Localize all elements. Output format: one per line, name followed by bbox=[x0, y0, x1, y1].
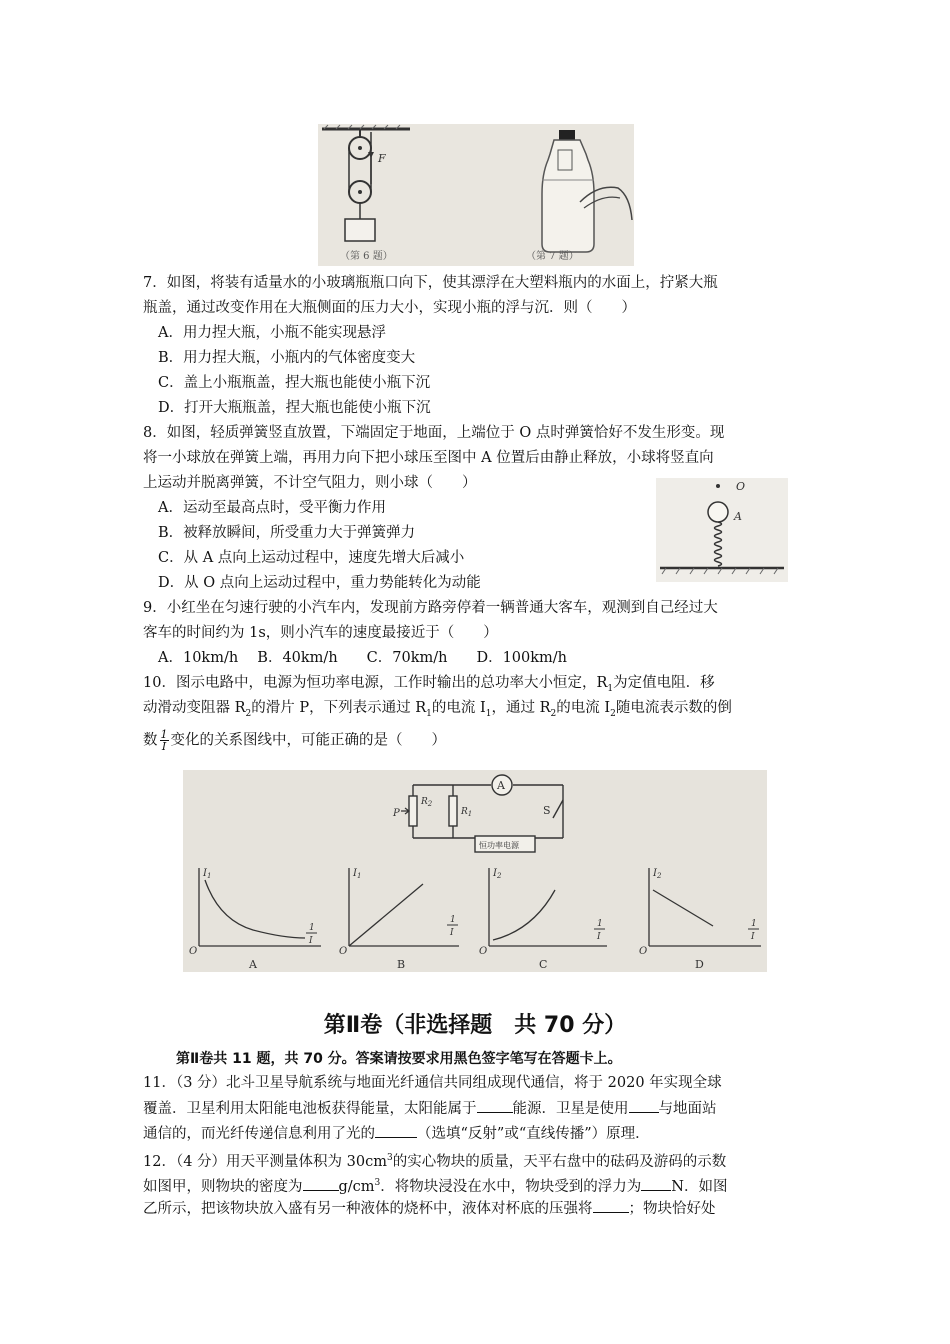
graph-c-ylabel: $I_2$ bbox=[493, 868, 502, 880]
slider-label: P bbox=[393, 808, 400, 819]
r1-label: $R_1$ bbox=[461, 807, 473, 818]
q8-option-a: A．运动至最高点时，受平衡力作用 bbox=[158, 500, 386, 516]
graph-b-ylabel: $I_1$ bbox=[353, 868, 362, 880]
graph-d-ylabel: $I_2$ bbox=[653, 868, 662, 880]
q8-option-b: B．被释放瞬间，所受重力大于弹簧弹力 bbox=[158, 525, 416, 541]
q8-stem-line-3: 上运动并脱离弹簧，不计空气阻力，则小球（ ） bbox=[143, 475, 477, 491]
q11-stem-line-2: 覆盖．卫星利用太阳能电池板获得能量，太阳能属于 能源．卫星是使用 与地面站 bbox=[143, 1098, 717, 1119]
q9-stem-line-1: 9．小红坐在匀速行驶的小汽车内，发现前方路旁停着一辆普通大客车，观测到自己经过大 bbox=[143, 600, 718, 616]
caption-q6: （第 6 题） bbox=[340, 251, 393, 262]
q10-stem-line-2: 动滑动变阻器 $R_2$的滑片 P，下列表示通过 $R_1$的电流 $I_1$，通过 $R_2$的电流 $I_2$随电流表示数的倒 bbox=[143, 700, 732, 719]
figure-q6-q7 bbox=[318, 124, 634, 266]
fraction-1-over-i: $\frac{1}{I}$ bbox=[160, 728, 168, 753]
graph-c-x-den: I bbox=[597, 932, 601, 942]
graph-b-x-num: 1 bbox=[450, 915, 456, 925]
q7-option-c: C．盖上小瓶瓶盖，捏大瓶也能使小瓶下沉 bbox=[158, 375, 431, 391]
q7-option-a: A．用力捏大瓶，小瓶不能实现悬浮 bbox=[158, 325, 386, 341]
graph-c-letter: C bbox=[539, 958, 548, 971]
q7-option-b: B．用力捏大瓶，小瓶内的气体密度变大 bbox=[158, 350, 416, 366]
spring-illustration bbox=[656, 478, 788, 582]
force-label: F bbox=[378, 152, 386, 165]
q10-stem-line-3: 数 $\frac{1}{I}$ 变化的关系图线中，可能正确的是（ ） bbox=[143, 728, 446, 753]
graph-a-ylabel: $I_1$ bbox=[203, 868, 212, 880]
q8-stem-line-1: 8．如图，轻质弹簧竖直放置，下端固定于地面，上端位于 O 点时弹簧恰好不发生形变。现 bbox=[143, 425, 725, 441]
graph-c-x-num: 1 bbox=[597, 919, 603, 929]
q12-blank-1[interactable] bbox=[303, 1176, 339, 1191]
q8-stem-line-2: 将一小球放在弹簧上端，再用力向下把小球压至图中 A 位置后由静止释放，小球将竖直向 bbox=[143, 450, 714, 466]
label-a: A bbox=[734, 510, 742, 523]
graph-a-letter: A bbox=[249, 958, 257, 971]
r2-label: $R_2$ bbox=[421, 797, 433, 808]
graph-b-x-den: I bbox=[450, 928, 454, 938]
graph-b-origin: O bbox=[339, 946, 348, 957]
graph-a-x-num: 1 bbox=[309, 923, 315, 933]
figure-q10-circuit-and-graphs bbox=[183, 770, 767, 972]
figure-q8-spring bbox=[656, 478, 788, 582]
source-label: 恒功率电源 bbox=[479, 841, 519, 850]
pulley-and-bottle-illustration bbox=[318, 124, 634, 266]
section-ii-instructions: 第Ⅱ卷共 11 题，共 70 分。答案请按要求用黑色签字笔写在答题卡上。 bbox=[176, 1051, 622, 1067]
q12-blank-2[interactable] bbox=[641, 1176, 671, 1191]
caption-q7: （第 7 题） bbox=[526, 251, 579, 262]
q7-stem-line-1: 7．如图，将装有适量水的小玻璃瓶瓶口向下，使其漂浮在大塑料瓶内的水面上，拧紧大瓶 bbox=[143, 275, 718, 291]
label-o: O bbox=[736, 480, 746, 493]
q9-options: A．10km/h B．40km/h C．70km/h D．100km/h bbox=[158, 650, 568, 666]
q10-stem-line-1: 10．图示电路中，电源为恒功率电源，工作时输出的总功率大小恒定，$R_1$为定值电阻．移 bbox=[143, 675, 715, 694]
circuit-and-graphs-illustration bbox=[183, 770, 767, 972]
q11-blank-2[interactable] bbox=[629, 1098, 659, 1113]
switch-label: S bbox=[543, 804, 551, 817]
q7-stem-line-2: 瓶盖，通过改变作用在大瓶侧面的压力大小，实现小瓶的浮与沉．则（ ） bbox=[143, 300, 636, 316]
q11-blank-1[interactable] bbox=[477, 1098, 513, 1113]
q12-stem-line-2: 如图甲，则物块的密度为 $g/cm^3$．将物块浸没在水中，物块受到的浮力为 N．如图 bbox=[143, 1173, 727, 1197]
q11-blank-3[interactable] bbox=[375, 1123, 417, 1138]
graph-b-letter: B bbox=[397, 958, 406, 971]
graph-d-letter: D bbox=[695, 958, 704, 971]
q12-stem-line-1: 12．（4 分）用天平测量体积为 $30cm^3$的实心物块的质量，天平右盘中的砝码及游码的示数 bbox=[143, 1153, 727, 1170]
graph-a-origin: O bbox=[189, 946, 198, 957]
q11-stem-line-3: 通信的，而光纤传递信息利用了光的 （选填“反射”或“直线传播”）原理． bbox=[143, 1123, 650, 1144]
ammeter-label: A bbox=[497, 779, 505, 792]
section-ii-title: 第Ⅱ卷（非选择题 共 70 分） bbox=[323, 1013, 627, 1038]
q12-stem-line-3: 乙所示，把该物块放入盛有另一种液体的烧杯中，液体对杯底的压强将 ；物块恰好处 bbox=[143, 1198, 716, 1219]
graph-a-x-den: I bbox=[309, 936, 313, 946]
q8-option-c: C．从 A 点向上运动过程中，速度先增大后减小 bbox=[158, 550, 465, 566]
q8-option-d: D．从 O 点向上运动过程中，重力势能转化为动能 bbox=[158, 575, 481, 591]
graph-d-x-den: I bbox=[751, 932, 755, 942]
q12-blank-3[interactable] bbox=[593, 1198, 629, 1213]
q11-stem-line-1: 11．（3 分）北斗卫星导航系统与地面光纤通信共同组成现代通信，将于 2020 年实现全球 bbox=[143, 1075, 722, 1091]
graph-d-origin: O bbox=[639, 946, 648, 957]
graph-c-origin: O bbox=[479, 946, 488, 957]
q9-stem-line-2: 客车的时间约为 1s，则小汽车的速度最接近于（ ） bbox=[143, 625, 498, 641]
graph-d-x-num: 1 bbox=[751, 919, 757, 929]
q7-option-d: D．打开大瓶瓶盖，捏大瓶也能使小瓶下沉 bbox=[158, 400, 431, 416]
